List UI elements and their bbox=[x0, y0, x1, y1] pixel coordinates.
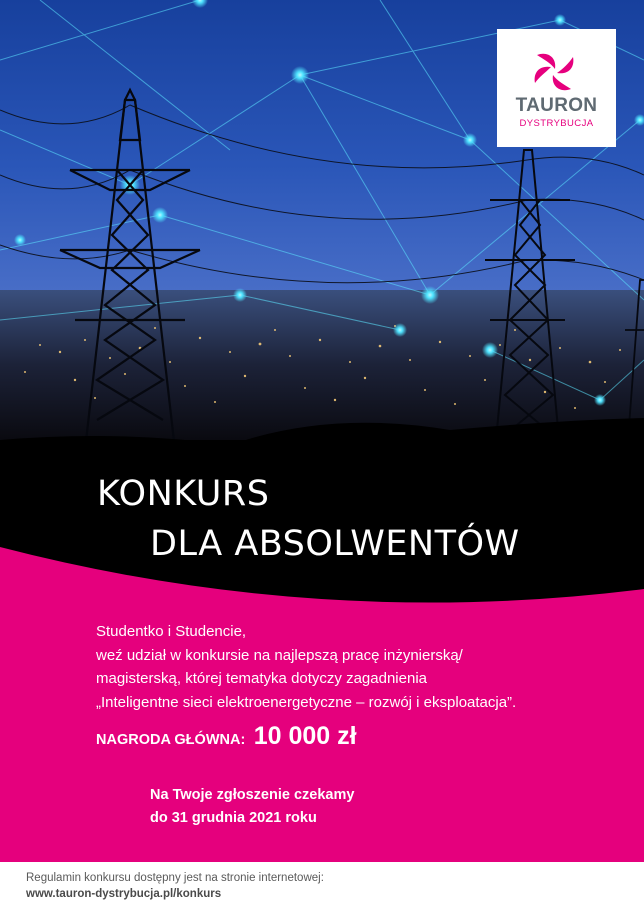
body-text bbox=[96, 620, 516, 714]
deadline-line-2: do 31 grudnia 2021 roku bbox=[150, 810, 317, 826]
headline-line-2: DLA ABSOLWENTÓW bbox=[150, 524, 520, 564]
prize bbox=[96, 722, 357, 751]
body-line: Studentko i Studencie, bbox=[96, 623, 247, 640]
footer-text: Regulamin konkursu dostępny jest na stronie internetowej: bbox=[26, 872, 324, 884]
body-line: weź udział w konkursie na najlepszą pracę inżynierską/ bbox=[96, 646, 463, 664]
prize-label: NAGRODA GŁÓWNA: bbox=[96, 732, 246, 748]
logo-brand-name: TAURON bbox=[515, 95, 598, 116]
body-line: magisterską, której tematyka dotyczy zagadnienia bbox=[96, 670, 427, 687]
tauron-logo-mark-icon bbox=[531, 47, 579, 95]
tauron-logo bbox=[497, 29, 616, 147]
prize-value: 10 000 zł bbox=[253, 722, 357, 750]
logo-brand-subtitle: DYSTRYBUCJA bbox=[519, 118, 594, 129]
deadline-line-1: Na Twoje zgłoszenie czekamy bbox=[150, 787, 355, 803]
footer bbox=[0, 862, 644, 911]
headline-line-1: KONKURS bbox=[97, 474, 270, 514]
body-line: „Inteligentne sieci elektroenergetyczne – rozwój i eksploatacja”. bbox=[96, 693, 517, 711]
footer-link[interactable]: www.tauron-dystrybucja.pl/konkurs bbox=[26, 888, 222, 900]
deadline bbox=[150, 784, 354, 830]
